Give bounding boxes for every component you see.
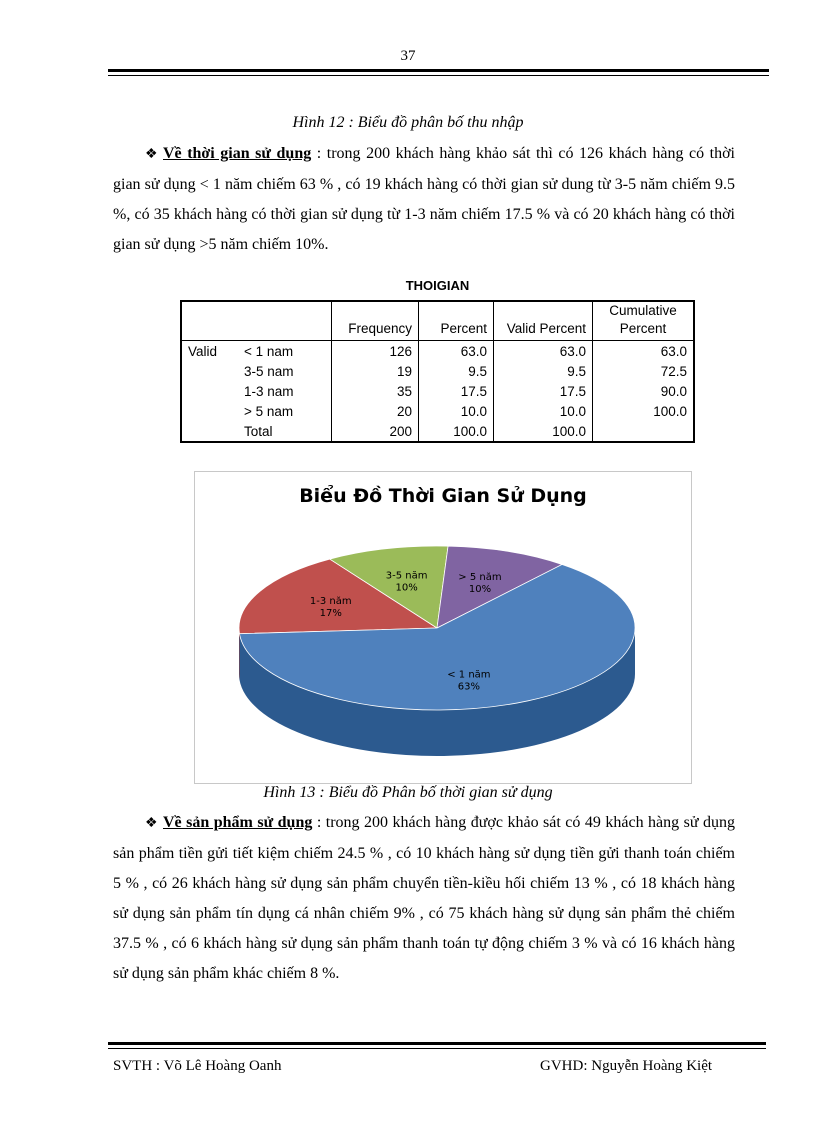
table-row xyxy=(181,361,694,381)
paragraph-products xyxy=(113,808,735,989)
cell-percent: 63.0 xyxy=(419,341,494,362)
footer-rule-thin xyxy=(108,1048,766,1049)
section-lead: Về sản phẩm sử dụng xyxy=(163,814,313,831)
pie-chart xyxy=(194,471,692,784)
paragraph-usage-time xyxy=(113,139,735,260)
cell-frequency: 200 xyxy=(332,421,419,442)
header-rule-thin xyxy=(108,75,769,76)
cell-frequency: 19 xyxy=(332,361,419,381)
table-row xyxy=(181,401,694,421)
cell-percent: 9.5 xyxy=(419,361,494,381)
table-title: THOIGIAN xyxy=(405,278,470,293)
section-text: : trong 200 khách hàng được khảo sát có 49 khách hàng sử dụng sản phẩm tiền gửi tiết kiệm chiếm 24.5 % , có 10 khách hàng sử dụng tiền gửi thanh toán chiếm 5 % , có 26 khách hàng sử dụng sản phẩm chuyển tiền-kiều hối chiếm 13 % , có 18 khách hàng sử dụng sản phẩm tín dụng cá nhân chiếm 9% , có 75 khách hàng sử dụng sản phẩm thẻ chiếm 37.5 % , có 6 khách hàng sử dụng sản phẩm thanh toán tự động chiếm 3 % và có 16 khách hàng sử dụng sản phẩm khác chiếm 8 %. xyxy=(113,814,736,982)
cell-percent: 100.0 xyxy=(419,421,494,442)
col-header-cumulative-percent: Cumulative Percent xyxy=(593,301,695,341)
cell-frequency: 35 xyxy=(332,381,419,401)
bullet-icon: ❖ xyxy=(145,816,158,831)
cell-valid-percent: 63.0 xyxy=(494,341,593,362)
footer-rule-thick xyxy=(108,1042,766,1045)
cell-cumulative xyxy=(593,421,695,442)
table-row-total xyxy=(181,421,694,442)
figure-caption-usage-time: Hình 13 : Biểu đồ Phân bố thời gian sử dụng xyxy=(263,784,553,801)
cell-percent: 10.0 xyxy=(419,401,494,421)
header-rule-thick xyxy=(108,69,769,72)
cell-cumulative: 100.0 xyxy=(593,401,695,421)
slice-name-label: > 5 năm xyxy=(458,572,502,584)
cell-cumulative: 72.5 xyxy=(593,361,695,381)
cell-valid-percent: 10.0 xyxy=(494,401,593,421)
slice-name-label: 1-3 năm xyxy=(309,595,352,607)
slice-percent-label: 10% xyxy=(468,584,492,596)
table-stub-header xyxy=(181,301,332,341)
row-label: < 1 nam xyxy=(244,343,294,359)
col-header-valid-percent: Valid Percent xyxy=(494,301,593,341)
figure-caption-income: Hình 12 : Biểu đồ phân bố thu nhập xyxy=(292,114,524,131)
frequency-table xyxy=(180,300,695,443)
page-number: 37 xyxy=(400,48,416,64)
cell-valid-percent: 100.0 xyxy=(494,421,593,442)
footer-advisor: GVHD: Nguyễn Hoàng Kiệt xyxy=(540,1058,713,1074)
section-text: : trong 200 khách hàng khảo sát thì có 126 khách hàng có thời gian sử dụng < 1 năm chiếm 63 % , có 19 khách hàng có thời gian sử dung từ 3-5 năm chiếm 9.5 %, có 35 khách hàng có thời gian sử dụng từ 1-3 năm chiếm 17.5 % và có 20 khách hàng có thời gian sử dụng >5 năm chiếm 10%. xyxy=(113,145,735,253)
cell-frequency: 126 xyxy=(332,341,419,362)
row-label: 3-5 nam xyxy=(244,363,294,379)
slice-percent-label: 10% xyxy=(395,582,418,594)
col-header-percent: Percent xyxy=(419,301,494,341)
chart-title: Biểu Đồ Thời Gian Sử Dụng xyxy=(299,485,587,507)
cell-cumulative: 90.0 xyxy=(593,381,695,401)
bullet-icon: ❖ xyxy=(145,147,158,162)
cell-cumulative: 63.0 xyxy=(593,341,695,362)
slice-name-label: < 1 năm xyxy=(447,669,491,681)
cell-percent: 17.5 xyxy=(419,381,494,401)
pie-chart-svg xyxy=(195,472,691,783)
row-label: 1-3 nam xyxy=(244,383,294,399)
section-lead: Về thời gian sử dụng xyxy=(163,145,312,162)
cell-valid-percent: 17.5 xyxy=(494,381,593,401)
cell-frequency: 20 xyxy=(332,401,419,421)
slice-percent-label: 63% xyxy=(457,681,481,693)
row-label: > 5 nam xyxy=(244,403,294,419)
footer-student: SVTH : Võ Lê Hoàng Oanh xyxy=(113,1058,282,1074)
cell-valid-percent: 9.5 xyxy=(494,361,593,381)
col-header-frequency: Frequency xyxy=(332,301,419,341)
table-row xyxy=(181,381,694,401)
slice-percent-label: 17% xyxy=(319,607,342,619)
slice-name-label: 3-5 năm xyxy=(385,570,428,582)
row-group-label: Valid xyxy=(188,343,218,359)
table-row xyxy=(181,341,694,362)
row-label: Total xyxy=(244,423,273,439)
